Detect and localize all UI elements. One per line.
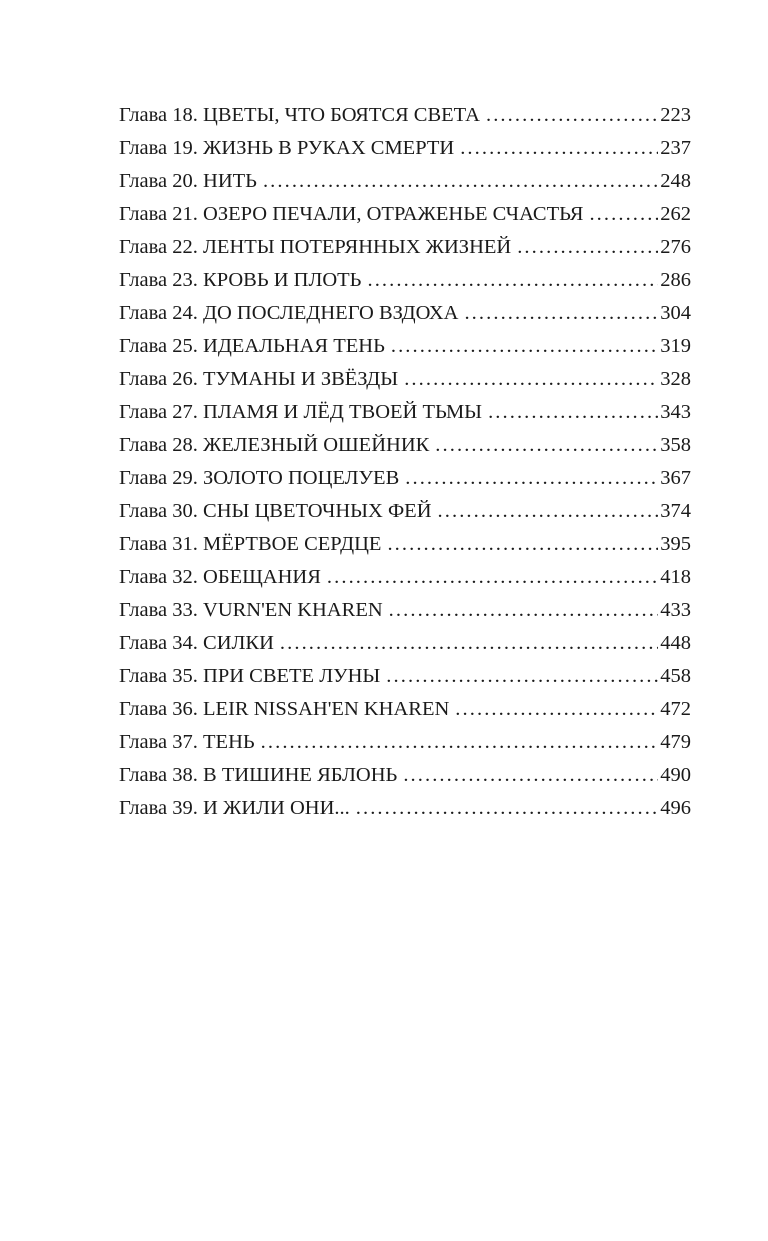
- chapter-title: Глава 35. ПРИ СВЕТЕ ЛУНЫ: [119, 665, 381, 687]
- chapter-title: Глава 25. ИДЕАЛЬНАЯ ТЕНЬ: [119, 335, 385, 357]
- dot-leader: [386, 665, 658, 688]
- chapter-title: Глава 28. ЖЕЛЕЗНЫЙ ОШЕЙНИК: [119, 434, 430, 456]
- page-number: 276: [660, 236, 691, 258]
- page-number: 223: [660, 104, 691, 126]
- chapter-title: Глава 19. ЖИЗНЬ В РУКАХ СМЕРТИ: [119, 137, 455, 159]
- page-number: 304: [660, 302, 691, 324]
- table-of-contents: [119, 104, 691, 830]
- page-number: 328: [660, 368, 691, 390]
- page-number: 395: [660, 533, 691, 555]
- toc-entry: [119, 302, 691, 335]
- toc-entry: [119, 137, 691, 170]
- chapter-title: Глава 31. МЁРТВОЕ СЕРДЦЕ: [119, 533, 382, 555]
- dot-leader: [261, 731, 659, 754]
- toc-entry: [119, 632, 691, 665]
- dot-leader: [435, 434, 658, 457]
- dot-leader: [404, 368, 658, 391]
- page-number: 458: [660, 665, 691, 687]
- dot-leader: [589, 203, 658, 226]
- page-number: 248: [660, 170, 691, 192]
- toc-entry: [119, 599, 691, 632]
- page-number: 343: [660, 401, 691, 423]
- toc-entry: [119, 467, 691, 500]
- page-number: 418: [660, 566, 691, 588]
- page-number: 490: [660, 764, 691, 786]
- chapter-title: Глава 23. КРОВЬ И ПЛОТЬ: [119, 269, 362, 291]
- page-number: 448: [660, 632, 691, 654]
- chapter-title: Глава 24. ДО ПОСЛЕДНЕГО ВЗДОХА: [119, 302, 459, 324]
- toc-entry: [119, 236, 691, 269]
- chapter-title: Глава 18. ЦВЕТЫ, ЧТО БОЯТСЯ СВЕТА: [119, 104, 480, 126]
- dot-leader: [486, 104, 658, 127]
- dot-leader: [356, 797, 659, 820]
- toc-entry: [119, 170, 691, 203]
- page-number: 286: [660, 269, 691, 291]
- page-number: 319: [660, 335, 691, 357]
- chapter-title: Глава 36. LEIR NISSAH'EN KHAREN: [119, 698, 450, 720]
- dot-leader: [403, 764, 658, 787]
- dot-leader: [438, 500, 659, 523]
- dot-leader: [464, 302, 658, 325]
- dot-leader: [391, 335, 658, 358]
- chapter-title: Глава 39. И ЖИЛИ ОНИ...: [119, 797, 350, 819]
- page-number: 374: [660, 500, 691, 522]
- chapter-title: Глава 38. В ТИШИНЕ ЯБЛОНЬ: [119, 764, 398, 786]
- chapter-title: Глава 22. ЛЕНТЫ ПОТЕРЯННЫХ ЖИЗНЕЙ: [119, 236, 512, 258]
- dot-leader: [327, 566, 658, 589]
- dot-leader: [263, 170, 658, 193]
- chapter-title: Глава 37. ТЕНЬ: [119, 731, 255, 753]
- dot-leader: [460, 137, 658, 160]
- toc-entry: [119, 335, 691, 368]
- toc-entry: [119, 500, 691, 533]
- page-number: 262: [660, 203, 691, 225]
- page-number: 479: [660, 731, 691, 753]
- dot-leader: [280, 632, 658, 655]
- chapter-title: Глава 26. ТУМАНЫ И ЗВЁЗДЫ: [119, 368, 399, 390]
- dot-leader: [367, 269, 658, 292]
- toc-entry: [119, 434, 691, 467]
- dot-leader: [455, 698, 658, 721]
- toc-entry: [119, 533, 691, 566]
- chapter-title: Глава 34. СИЛКИ: [119, 632, 274, 654]
- dot-leader: [488, 401, 658, 424]
- toc-entry: [119, 203, 691, 236]
- page-number: 367: [660, 467, 691, 489]
- chapter-title: Глава 27. ПЛАМЯ И ЛЁД ТВОЕЙ ТЬМЫ: [119, 401, 483, 423]
- chapter-title: Глава 20. НИТЬ: [119, 170, 257, 192]
- page-number: 433: [660, 599, 691, 621]
- dot-leader: [389, 599, 659, 622]
- page-number: 237: [660, 137, 691, 159]
- toc-entry: [119, 368, 691, 401]
- toc-entry: [119, 665, 691, 698]
- toc-entry: [119, 104, 691, 137]
- chapter-title: Глава 33. VURN'EN KHAREN: [119, 599, 383, 621]
- chapter-title: Глава 21. ОЗЕРО ПЕЧАЛИ, ОТРАЖЕНЬЕ СЧАСТЬЯ: [119, 203, 584, 225]
- dot-leader: [517, 236, 658, 259]
- toc-entry: [119, 731, 691, 764]
- toc-entry: [119, 764, 691, 797]
- toc-entry: [119, 269, 691, 302]
- toc-entry: [119, 401, 691, 434]
- toc-entry: [119, 566, 691, 599]
- chapter-title: Глава 29. ЗОЛОТО ПОЦЕЛУЕВ: [119, 467, 400, 489]
- chapter-title: Глава 32. ОБЕЩАНИЯ: [119, 566, 321, 588]
- dot-leader: [405, 467, 658, 490]
- page-number: 358: [660, 434, 691, 456]
- dot-leader: [387, 533, 658, 556]
- chapter-title: Глава 30. СНЫ ЦВЕТОЧНЫХ ФЕЙ: [119, 500, 432, 522]
- page-number: 496: [660, 797, 691, 819]
- toc-entry: [119, 797, 691, 830]
- toc-entry: [119, 698, 691, 731]
- page-number: 472: [660, 698, 691, 720]
